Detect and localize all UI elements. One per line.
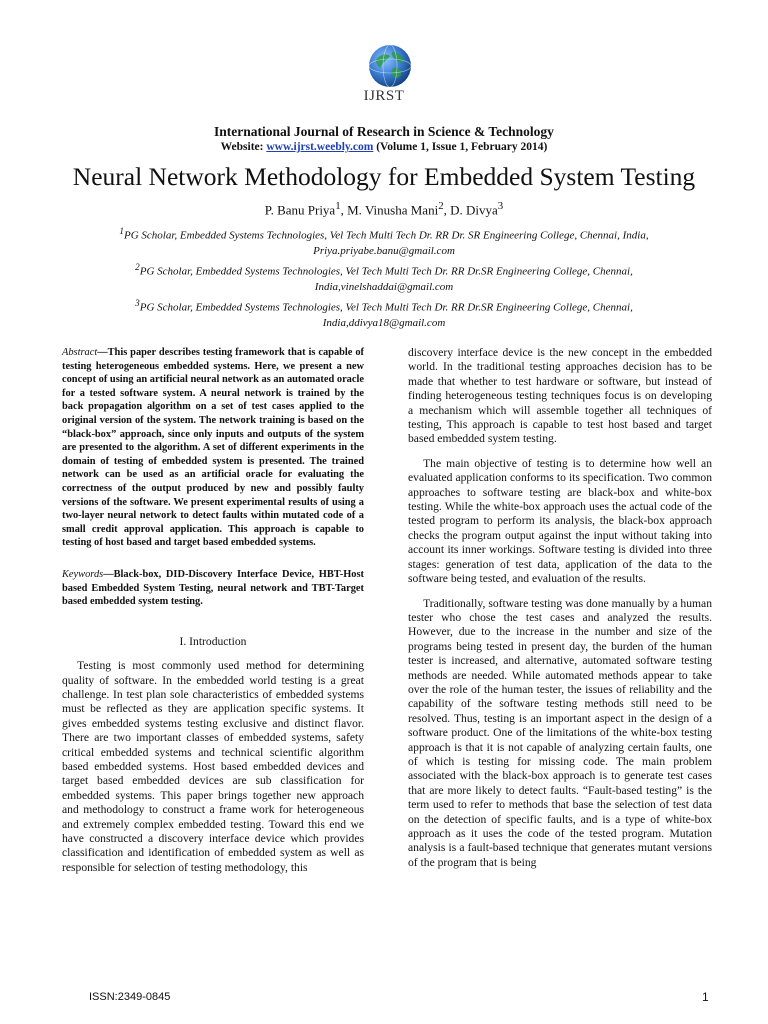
globe-logo-icon <box>368 44 412 88</box>
keywords-label: Keywords <box>62 568 104 580</box>
volume-info: (Volume 1, Issue 1, February 2014) <box>376 141 548 153</box>
affiliation-email: Priya.priyabe.banu@gmail.com <box>313 245 455 258</box>
logo-text: IJRST <box>363 88 405 104</box>
affiliation-line: $^2$PG Scholar, Embedded Systems Technologies, Vel Tech Multi Tech Dr. RR Dr.SR Engineering College, Chennai, <box>135 261 633 278</box>
intro-paragraph: Testing is most commonly used method for determining quality of software. In the embedded world testing is a great challenge. In test plan sole characteristics of embedded systems must be reflected as they are application specific systems. It gives embedded systems testing exclusive and distinct flavor. There are two important classes of embedded systems, safety critical embedded systems and technical scientific algorithm based embedded systems. Host based embedded devices and target based embedded devices are sub classification for embedded systems. This paper brings together new approach and methodology to construct a frame work for heterogeneous and extremely complex embedded testing. Toward this end we have constructed a discovery interface device which provides classification and identification of embedded system as well as responsible for selection of testing methodology, this <box>62 659 364 874</box>
author-sup: 2 <box>438 200 444 212</box>
left-column <box>62 346 364 875</box>
author-sup: 3 <box>497 200 504 212</box>
page-number: 1 <box>702 990 709 1004</box>
abstract-text: —This paper describes testing framework that is capable of testing heterogeneous embedded systems. Here, we present a new concept of using an artificial neural network as an automated oracle for a tested software system. A neural network is trained by the back propagation algorithm on a set of test cases applied to the original version of the system. The network training is based on the “black-box” approach, since only inputs and outputs of the system are presented to the algorithm. A set of different experiments in the domain of testing of embedded system is presented. The trained network can be used as an artificial oracle for evaluating the correctness of the output produced by new and possibly faulty versions of the software. We present experimental results of using a two-layer neural network to detect faults within mutated code of a small credit approval application. This approach is capable to testing of host based and target based embedded systems. <box>62 347 364 549</box>
affiliation-line: $^1$PG Scholar, Embedded Systems Technologies, Vel Tech Multi Tech Dr. RR Dr. SR Engineering College, Chennai, India, <box>119 226 649 242</box>
journal-name: International Journal of Research in Science & Technology <box>214 124 554 139</box>
website-line <box>0 141 768 153</box>
abstract <box>62 346 364 550</box>
intro-paragraph: The main objective of testing is to determine how well an evaluated application conforms to its specification. Two common approaches to software testing are black-box and white-box testing. While the white-box approach uses the actual code of the tested program to perform its analysis, the black-box approach checks the program output against the input without taking into account its inner workings. Software testing is divided into three stages: generation of test data, application of the data to the software being tested, and evaluation of the results. <box>408 456 712 586</box>
authors: P. Banu Priya$^1$, M. Vinusha Mani$^2$, D. Divya$^3$ <box>264 200 504 218</box>
affiliations <box>64 224 704 332</box>
keywords <box>62 568 364 609</box>
author-name: D. Divya <box>450 202 498 218</box>
author-sup: 1 <box>335 200 341 212</box>
intro-paragraph-continued: discovery interface device is the new concept in the embedded world. In the traditional testing approaches decision has to be made that whether to test hardware or software, but instead of finding heterogeneous testing techniques focus is on developing a mechanism which will assemble together all techniques of testing, This approach is capable to test host based and target based embedded system testing. <box>408 346 712 446</box>
paper-title: Neural Network Methodology for Embedded System Testing <box>72 162 696 191</box>
keywords-text: —Black-box, DID-Discovery Interface Device, HBT-Host based Embedded System Testing, neural network and TBT-Target based embedded system testing. <box>62 568 364 608</box>
website-label: Website: <box>220 141 264 153</box>
author-name: P. Banu Priya <box>264 202 336 218</box>
affiliation-line: $^3$PG Scholar, Embedded Systems Technologies, Vel Tech Multi Tech Dr. RR Dr.SR Engineering College, Chennai, <box>135 297 633 314</box>
footer-issn: ISSN:2349-0845 <box>89 991 171 1003</box>
affiliation-email: India,vinelshaddai@gmail.com <box>314 281 454 294</box>
intro-paragraph: Traditionally, software testing was done manually by a human tester who chose the test cases and analyzed the results. However, due to the increase in the number and size of the programs being tested in present day, the burden of the human tester is increased, and alternative, automated software testing methods are needed. While automated methods appear to take over the role of the human tester, the issues of reliability and the capability of the software testing methods still need to be resolved. Thus, testing is an important aspect in the design of a software product. One of the limitations of the white-box testing approach is that it is not capable of analyzing certain faults, one of which is testing for missing code. The main problem associated with the black-box approach is to generate test cases that are more likely to detect faults. “Fault-based testing” is the term used to refer to methods that base the selection of test data on the detection of specific faults, and is a type of white-box approach as it uses the code of the tested program. Mutation analysis is a fault-based technique that generates mutant versions of the program that is being <box>408 596 712 869</box>
section-heading: I. Introduction <box>179 634 247 648</box>
abstract-label: Abstract <box>62 347 98 358</box>
author-name: M. Vinusha Mani <box>347 202 439 218</box>
affiliation-email: India,ddivya18@gmail.com <box>322 316 446 329</box>
website-link[interactable]: www.ijrst.weebly.com <box>266 141 374 153</box>
right-column <box>408 346 712 870</box>
